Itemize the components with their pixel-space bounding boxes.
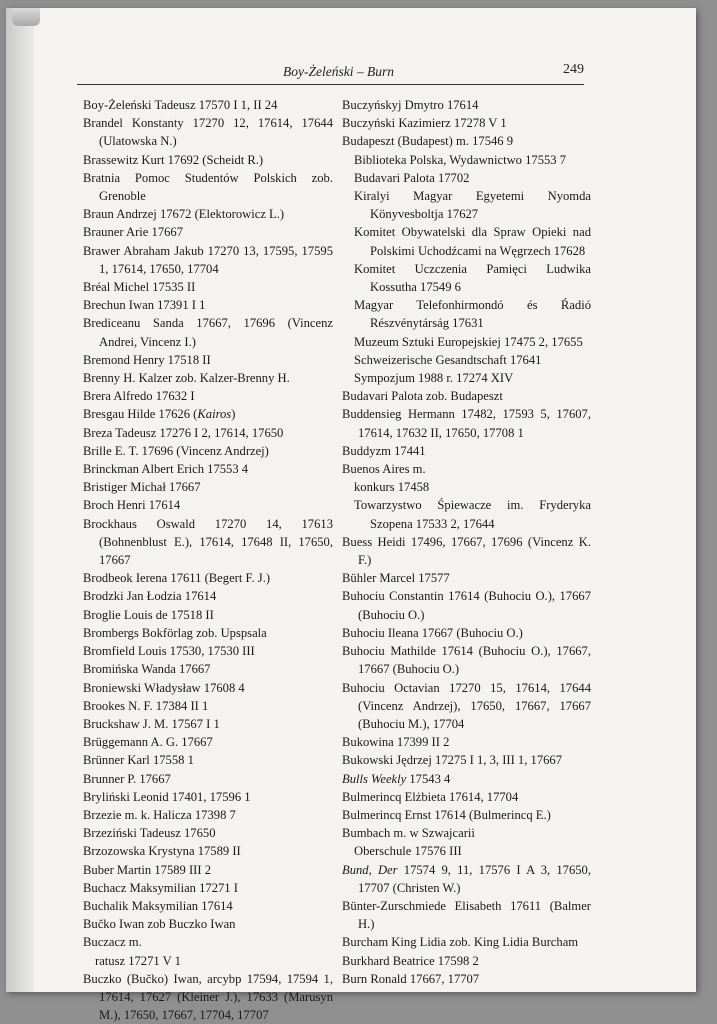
entry-text-tail: 17543 4 xyxy=(406,771,451,786)
index-entry xyxy=(342,296,591,332)
index-entry xyxy=(83,697,333,715)
entry-text: Budapeszt (Budapest) m. 17546 9 xyxy=(342,134,514,149)
index-entry xyxy=(83,733,333,751)
index-entry xyxy=(83,715,333,733)
entry-text: Budavari Palota zob. Budapeszt xyxy=(342,389,503,404)
index-entry xyxy=(342,405,591,441)
index-entry xyxy=(83,569,333,587)
entry-text: Brombergs Bokförlag zob. Upspsala xyxy=(83,625,267,640)
entry-text: Muzeum Sztuki Europejskiej 17475 2, 17655 xyxy=(354,334,583,349)
index-entry xyxy=(342,770,591,788)
index-entry xyxy=(83,879,333,897)
index-entry xyxy=(342,478,591,496)
running-title: Boy-Żeleński – Burn xyxy=(283,64,394,79)
entry-text: Sympozjum 1988 r. 17274 XIV xyxy=(354,371,514,386)
index-entry xyxy=(342,679,591,734)
index-entry xyxy=(83,223,333,241)
entry-text: Burcham King Lidia zob. King Lidia Burcham xyxy=(342,935,579,950)
page-spine-shadow xyxy=(6,8,34,992)
index-entry xyxy=(342,496,591,532)
index-entry xyxy=(83,296,333,314)
index-entry xyxy=(342,624,591,642)
entry-text: Buchacz Maksymilian 17271 I xyxy=(83,880,238,895)
index-entry xyxy=(83,460,333,478)
entry-text: Brünner Karl 17558 1 xyxy=(83,753,194,768)
entry-text: Burn Ronald 17667, 17707 xyxy=(342,971,480,986)
index-entry xyxy=(83,751,333,769)
entry-text: Buhociu Octavian 17270 15, 17614, 17644 (Vincenz Andrzej), 17650, 17667, 17667 (Buhociu M.), 17704 xyxy=(342,680,591,731)
index-entry xyxy=(83,970,333,1024)
index-entry xyxy=(342,351,591,369)
entry-text: Bühler Marcel 17577 xyxy=(342,571,450,586)
entry-text-tail: 17574 9, 11, 17576 I A 3, 17650, 17707 (Christen W.) xyxy=(358,862,591,895)
index-entry xyxy=(83,897,333,915)
index-entry xyxy=(342,587,591,623)
entry-text: Brauner Arie 17667 xyxy=(83,225,184,240)
entry-text: Brodzki Jan Łodzia 17614 xyxy=(83,589,217,604)
entry-text: Buczko (Bučko) Iwan, arcybp 17594, 17594 1, 17614, 17627 (Kleiner J.), 17633 (Marusyn M.), 17650, 17667, 17704, 17707 xyxy=(83,971,333,1023)
page-header xyxy=(77,62,584,82)
entry-text: Bryliński Leonid 17401, 17596 1 xyxy=(83,789,251,804)
entry-text: Boy-Żeleński Tadeusz 17570 I 1, II 24 xyxy=(83,98,278,112)
entry-text: Bristiger Michał 17667 xyxy=(83,480,201,495)
entry-text: Buber Martin 17589 III 2 xyxy=(83,862,212,877)
index-entry xyxy=(83,788,333,806)
entry-text: Breza Tadeusz 17276 I 2, 17614, 17650 xyxy=(83,425,284,440)
entry-text: Komitet Obywatelski dla Spraw Opieki nad Polskimi Uchodźcami na Węgrzech 17628 xyxy=(354,225,591,258)
entry-text: Brzozowska Krystyna 17589 II xyxy=(83,844,241,859)
index-entry xyxy=(342,132,591,150)
index-entry xyxy=(83,952,333,970)
index-entry xyxy=(83,606,333,624)
entry-text: Bratnia Pomoc Studentów Polskich zob. Grenoble xyxy=(83,170,333,204)
index-entry xyxy=(83,806,333,824)
index-entry xyxy=(83,824,333,842)
index-entry xyxy=(83,587,333,605)
entry-text: Buczacz m. xyxy=(83,935,142,950)
entry-text: Komitet Uczczenia Pamięci Ludwika Kossutha 17549 6 xyxy=(354,261,591,295)
entry-text: konkurs 17458 xyxy=(354,480,430,495)
entry-text: Broglie Louis de 17518 II xyxy=(83,607,214,622)
index-entry xyxy=(342,442,591,460)
entry-text: Brookes N. F. 17384 II 1 xyxy=(83,698,209,713)
entry-text: Buchalik Maksymilian 17614 xyxy=(83,898,233,913)
index-entry xyxy=(83,624,333,642)
entry-text: Brandel Konstanty 17270 12, 17614, 17644 (Ulatowska N.) xyxy=(83,116,333,149)
entry-text: Buczyńskyj Dmytro 17614 xyxy=(342,98,479,112)
index-entry xyxy=(342,824,591,842)
index-entry xyxy=(83,387,333,405)
index-entry xyxy=(342,933,591,951)
entry-text: Buddensieg Hermann 17482, 17593 5, 17607, 17614, 17632 II, 17650, 17708 1 xyxy=(342,407,591,440)
index-entry xyxy=(342,952,591,970)
entry-text: Buess Heidi 17496, 17667, 17696 (Vincenz K. F.) xyxy=(342,534,591,568)
entry-text: Buddyzm 17441 xyxy=(342,443,426,458)
entry-italic-title: Bulls Weekly xyxy=(342,771,407,786)
entry-text: Bučko Iwan zob Buczko Iwan xyxy=(83,917,236,932)
entry-text: Brzezie m. k. Halicza 17398 7 xyxy=(83,807,236,822)
index-entry xyxy=(342,751,591,769)
index-entry xyxy=(83,351,333,369)
entry-text: Burkhard Beatrice 17598 2 xyxy=(342,953,479,968)
index-entry xyxy=(83,442,333,460)
entry-text: Brenny H. Kalzer zob. Kalzer-Brenny H. xyxy=(83,371,290,386)
index-entry xyxy=(83,96,333,114)
entry-text: Brzeziński Tadeusz 17650 xyxy=(83,826,216,841)
index-entry xyxy=(83,660,333,678)
index-column-right xyxy=(342,96,591,988)
entry-text: Bukowina 17399 II 2 xyxy=(342,735,450,750)
entry-text: Kiralyi Magyar Egyetemi Nyomda Könyvesboltja 17627 xyxy=(354,189,591,222)
index-entry xyxy=(342,733,591,751)
entry-text: Brille E. T. 17696 (Vincenz Andrzej) xyxy=(83,443,269,458)
index-entry xyxy=(83,114,333,150)
index-entry xyxy=(83,369,333,387)
index-entry xyxy=(342,387,591,405)
entry-text: Bréal Michel 17535 II xyxy=(83,280,196,295)
page-number: 249 xyxy=(563,62,584,77)
index-entry xyxy=(83,861,333,879)
entry-text: Broniewski Władysław 17608 4 xyxy=(83,680,245,695)
binding-clip xyxy=(12,8,40,26)
entry-text: Bromińska Wanda 17667 xyxy=(83,662,211,677)
entry-italic-title: Kairos xyxy=(197,407,232,422)
entry-text: Bumbach m. w Szwajcarii xyxy=(342,826,475,841)
entry-text: Bünter-Zurschmiede Elisabeth 17611 (Balmer H.) xyxy=(342,898,591,932)
entry-text: Brechun Iwan 17391 I 1 xyxy=(83,298,206,313)
index-entry xyxy=(342,333,591,351)
entry-text: Brunner P. 17667 xyxy=(83,771,171,786)
entry-text: Broch Henri 17614 xyxy=(83,498,181,513)
entry-text: Brodbeok Ierena 17611 (Begert F. J.) xyxy=(83,571,271,586)
index-entry xyxy=(83,679,333,697)
entry-text: Magyar Telefonhirmondó és Ŕadió Részvénytárság 17631 xyxy=(354,298,591,331)
index-entry xyxy=(342,260,591,296)
index-entry xyxy=(83,151,333,169)
index-entry xyxy=(83,496,333,514)
index-entry xyxy=(342,897,591,933)
index-entry xyxy=(83,242,333,278)
index-entry xyxy=(342,187,591,223)
index-entry xyxy=(342,223,591,259)
entry-text: ratusz 17271 V 1 xyxy=(95,953,181,968)
index-entry xyxy=(83,842,333,860)
index-entry xyxy=(83,478,333,496)
index-entry xyxy=(83,205,333,223)
entry-text: Towarzystwo Śpiewacze im. Fryderyka Szopena 17533 2, 17644 xyxy=(354,498,591,531)
entry-italic-title: Bund, Der xyxy=(342,862,398,877)
index-entry xyxy=(342,460,591,478)
entry-text: Braun Andrzej 17672 (Elektorowicz L.) xyxy=(83,207,285,222)
index-entry xyxy=(342,970,591,988)
entry-text: Bulmerincq Ernst 17614 (Bulmerincq E.) xyxy=(342,807,551,822)
index-entry xyxy=(83,515,333,570)
index-entry xyxy=(342,169,591,187)
entry-text: Oberschule 17576 III xyxy=(354,844,462,859)
index-entry xyxy=(342,369,591,387)
index-entry xyxy=(342,96,591,114)
index-entry xyxy=(83,770,333,788)
entry-text: Brinckman Albert Erich 17553 4 xyxy=(83,462,249,477)
entry-text: Brüggemann A. G. 17667 xyxy=(83,735,213,750)
index-entry xyxy=(342,861,591,897)
entry-text: Buhociu Ileana 17667 (Buhociu O.) xyxy=(342,625,523,640)
entry-text: Schweizerische Gesandtschaft 17641 xyxy=(354,352,542,367)
index-entry xyxy=(83,278,333,296)
index-entry xyxy=(342,533,591,569)
header-rule xyxy=(77,84,584,85)
entry-text: Buenos Aires m. xyxy=(342,462,426,477)
entry-text: Bukowski Jędrzej 17275 I 1, 3, III 1, 17667 xyxy=(342,753,563,768)
entry-text: Brediceanu Sanda 17667, 17696 (Vincenz Andrei, Vincenz I.) xyxy=(83,316,333,349)
entry-text: Brockhaus Oswald 17270 14, 17613 (Bohnenblust E.), 17614, 17648 II, 17650, 17667 xyxy=(83,516,333,568)
entry-text: Bromfield Louis 17530, 17530 III xyxy=(83,644,255,659)
entry-text: Brera Alfredo 17632 I xyxy=(83,389,195,404)
entry-text: Biblioteka Polska, Wydawnictwo 17553 7 xyxy=(354,152,567,167)
entry-text: Buhociu Constantin 17614 (Buhociu O.), 17667 (Buhociu O.) xyxy=(342,589,591,622)
index-entry xyxy=(83,915,333,933)
index-column-left xyxy=(83,96,333,1024)
entry-text: Bresgau Hilde 17626 ( xyxy=(83,407,198,422)
index-entry xyxy=(342,642,591,678)
index-entry xyxy=(83,169,333,205)
index-entry xyxy=(83,405,333,423)
index-entry xyxy=(83,642,333,660)
entry-text: Bremond Henry 17518 II xyxy=(83,352,211,367)
entry-text: Budavari Palota 17702 xyxy=(354,170,470,185)
index-entry xyxy=(83,314,333,350)
entry-text-tail: ) xyxy=(231,407,236,422)
index-entry xyxy=(342,151,591,169)
index-entry xyxy=(342,114,591,132)
entry-text: Bruckshaw J. M. 17567 I 1 xyxy=(83,716,220,731)
entry-text: Buhociu Mathilde 17614 (Buhociu O.), 17667, 17667 (Buhociu O.) xyxy=(342,644,591,677)
index-entry xyxy=(83,424,333,442)
entry-text: Bulmerincq Elżbieta 17614, 17704 xyxy=(342,789,519,804)
index-entry xyxy=(83,933,333,951)
index-entry xyxy=(342,842,591,860)
entry-text: Brawer Abraham Jakub 17270 13, 17595, 17595 1, 17614, 17650, 17704 xyxy=(83,243,333,276)
entry-text: Brassewitz Kurt 17692 (Scheidt R.) xyxy=(83,152,264,167)
index-entry xyxy=(342,806,591,824)
entry-text: Buczyński Kazimierz 17278 V 1 xyxy=(342,116,507,131)
index-entry xyxy=(342,569,591,587)
index-entry xyxy=(342,788,591,806)
